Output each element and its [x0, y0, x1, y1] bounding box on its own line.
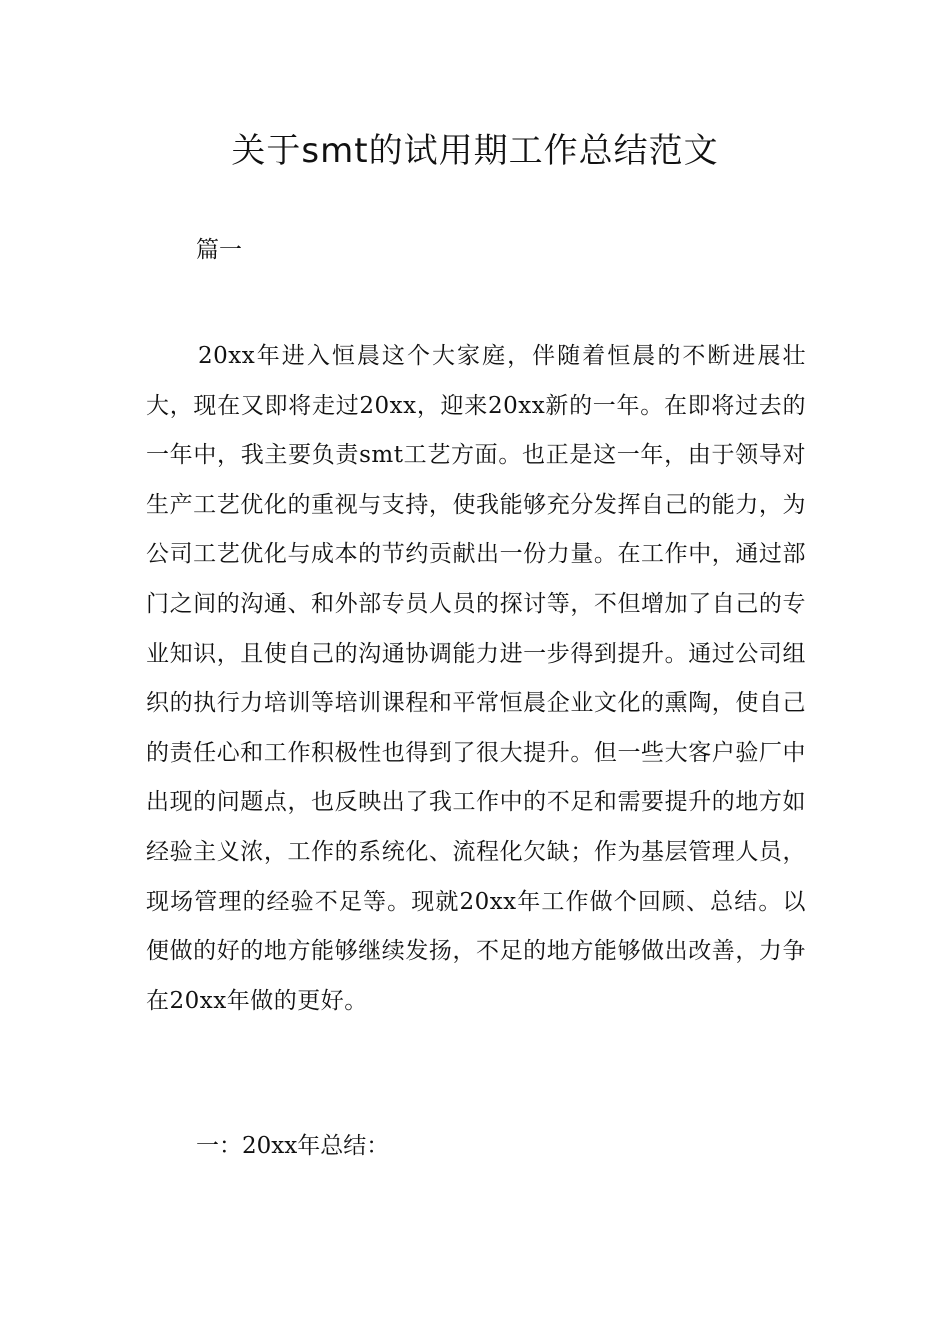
document-title: 关于smt的试用期工作总结范文 [231, 131, 719, 171]
subheading: 一：20xx年总结： [196, 1133, 390, 1159]
section-label: 篇一 [196, 237, 242, 263]
body-paragraph: 20xx年进入恒晨这个大家庭，伴随着恒晨的不断进展壮大，现在又即将走过20xx，迎来20xx新的一年。在即将过去的一年中，我主要负责smt工艺方面。也正是这一年，由于领导对生产工艺优化的重视与支持，使我能够充分发挥自己的能力，为公司工艺优化与成本的节约贡献出一份力量。在工作中，通过部门之间的沟通、和外部专员人员的探讨等，不但增加了自己的专业知识，且使自己的沟通协调能力进一步得到提升。通过公司组织的执行力培训等培训课程和平常恒晨企业文化的熏陶，使自己的责任心和工作积极性也得到了很大提升。但一些大客户验厂中出现的问题点，也反映出了我工作中的不足和需要提升的地方如经验主义浓，工作的系统化、流程化欠缺；作为基层管理人员，现场管理的经验不足等。现就20xx年工作做个回顾、总结。以便做的好的地方能够继续发扬，不足的地方能够做出改善，力争在20xx年做的更好。 [146, 343, 806, 1014]
